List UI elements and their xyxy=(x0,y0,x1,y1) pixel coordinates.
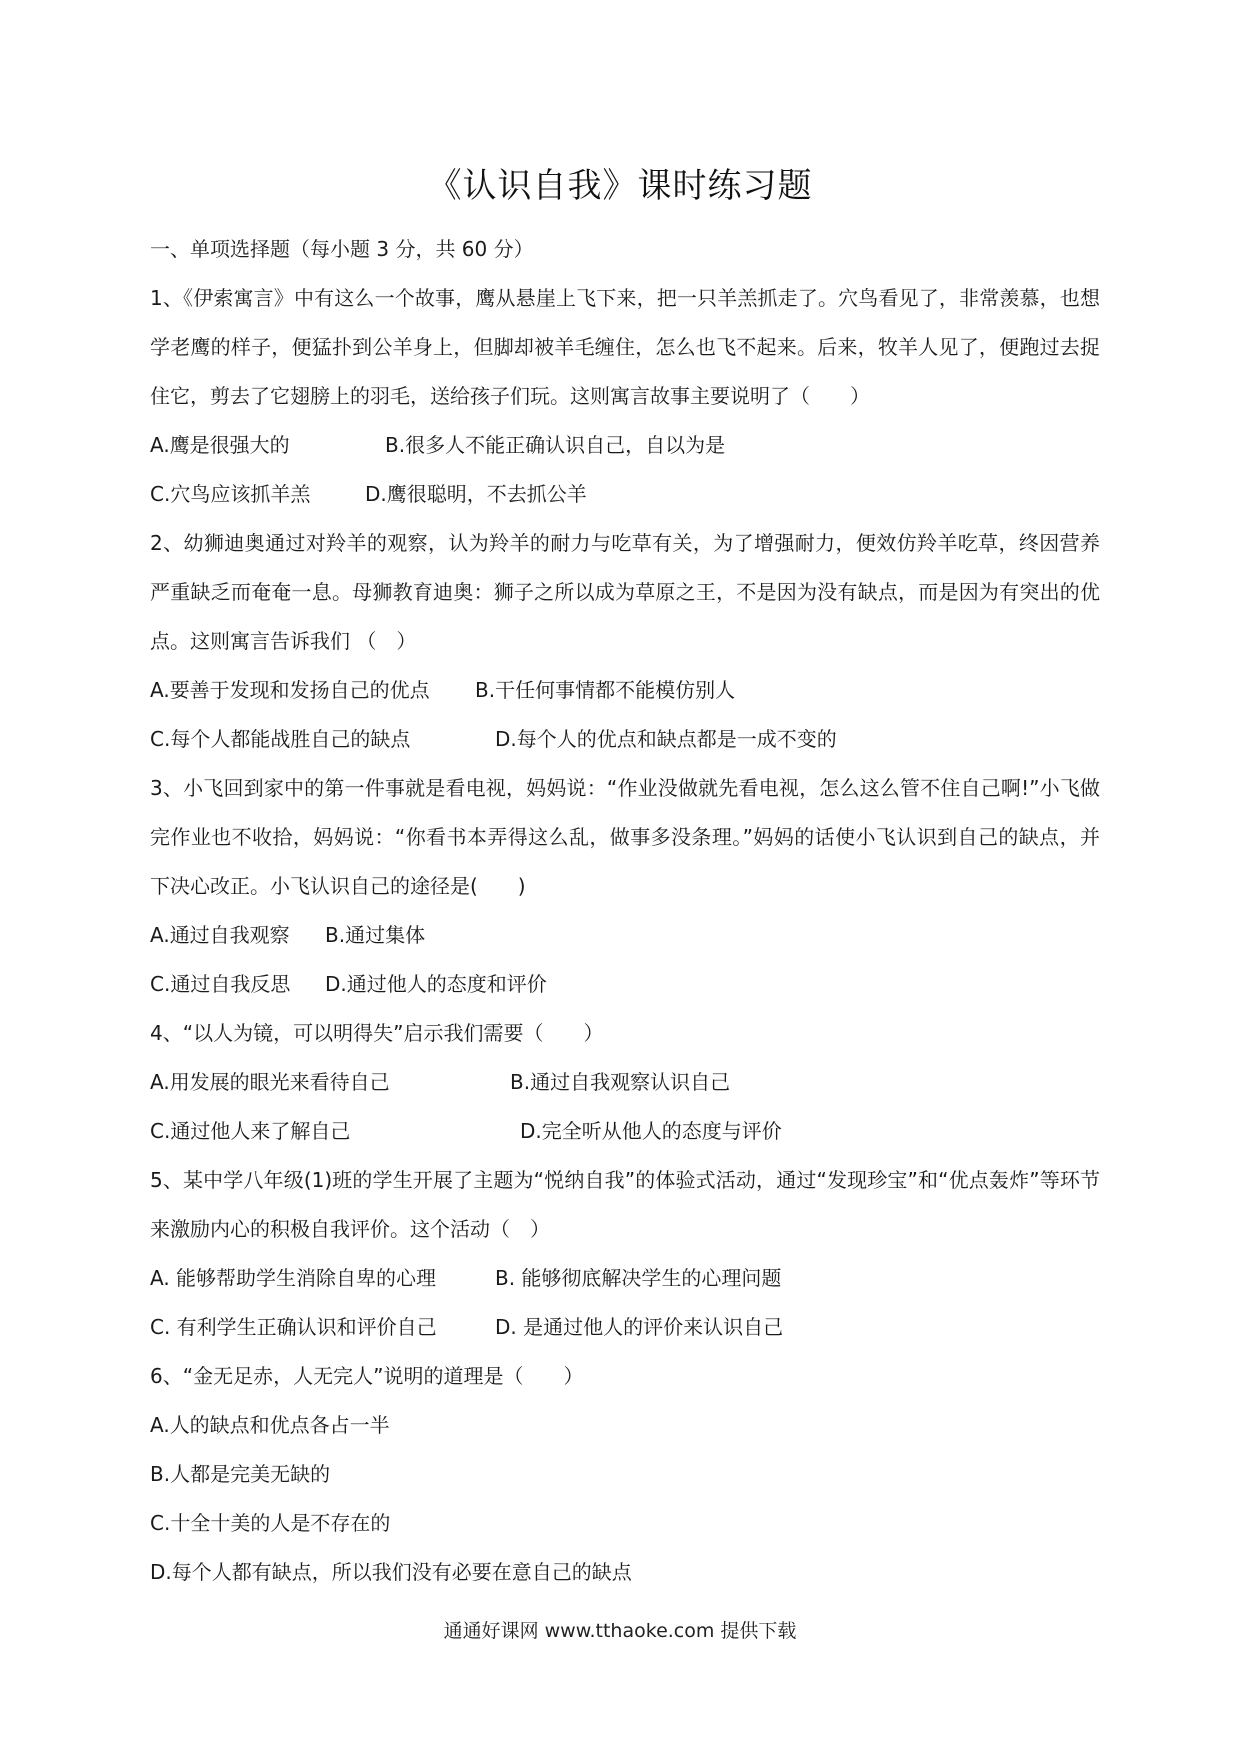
option-d: D.通过他人的态度和评价 xyxy=(325,972,547,996)
question-2-stem: 2、幼狮迪奥通过对羚羊的观察，认为羚羊的耐力与吃草有关，为了增强耐力，便效仿羚羊吃草，终因营养严重缺乏而奄奄一息。母狮教育迪奥：狮子之所以成为草原之王，不是因为没有缺点，而是因为有突出的优点。这则寓言告诉我们 （ ） xyxy=(150,531,1100,653)
option-a: A.用发展的眼光来看待自己 xyxy=(150,1070,390,1094)
question-5-stem: 5、某中学八年级(1)班的学生开展了主题为“悦纳自我”的体验式活动，通过“发现珍宝”和“优点轰炸”等环节来激励内心的积极自我评价。这个活动（ ） xyxy=(150,1168,1100,1241)
option-b: B.很多人不能正确认识自己，自以为是 xyxy=(385,433,726,457)
question-6-stem: 6、“金无足赤，人无完人”说明的道理是（ ） xyxy=(150,1364,584,1388)
question-1-options-row-2 xyxy=(150,470,1100,519)
option-b: B. 能够彻底解决学生的心理问题 xyxy=(495,1266,782,1290)
question-5-options-row-1 xyxy=(150,1254,1100,1303)
question-2-options-row-1 xyxy=(150,666,1100,715)
page-title: 《认识自我》课时练习题 xyxy=(427,166,813,206)
option-b: B.通过集体 xyxy=(325,923,426,947)
question-3-stem: 3、小飞回到家中的第一件事就是看电视，妈妈说：“作业没做就先看电视，怎么这么管不住自己啊!”小飞做完作业也不收拾，妈妈说：“你看书本弄得这么乱，做事多没条理。”妈妈的话使小飞认识到自己的缺点，并下决心改正。小飞认识自己的途径是( ) xyxy=(150,776,1100,898)
question-1-stem: 1、《伊索寓言》中有这么一个故事，鹰从悬崖上飞下来，把一只羊羔抓走了。穴鸟看见了，非常羡慕，也想学老鹰的样子，便猛扑到公羊身上，但脚却被羊毛缠住，怎么也飞不起来。后来，牧羊人见了，便跑过去捉住它，剪去了它翅膀上的羽毛，送给孩子们玩。这则寓言故事主要说明了（ ） xyxy=(150,286,1100,408)
question-2-options-row-2 xyxy=(150,715,1100,764)
question-3-options-row-1 xyxy=(150,911,1100,960)
option-a: A.人的缺点和优点各占一半 xyxy=(150,1413,390,1437)
option-d: D.完全听从他人的态度与评价 xyxy=(520,1119,782,1143)
option-d: D.鹰很聪明，不去抓公羊 xyxy=(365,482,587,506)
option-d: D.每个人都有缺点，所以我们没有必要在意自己的缺点 xyxy=(150,1560,632,1584)
option-b: B.干任何事情都不能模仿别人 xyxy=(475,678,736,702)
option-b: B.人都是完美无缺的 xyxy=(150,1462,331,1486)
option-c: C.十全十美的人是不存在的 xyxy=(150,1511,391,1535)
option-a: A.鹰是很强大的 xyxy=(150,433,290,457)
page-footer: 通通好课网 www.tthaoke.com 提供下载 xyxy=(443,1620,797,1642)
option-c: C.穴鸟应该抓羊羔 xyxy=(150,482,311,506)
option-c: C.通过自我反思 xyxy=(150,972,291,996)
question-4-stem: 4、“以人为镜，可以明得失”启示我们需要（ ） xyxy=(150,1021,604,1045)
option-d: D.每个人的优点和缺点都是一成不变的 xyxy=(495,727,837,751)
option-a: A. 能够帮助学生消除自卑的心理 xyxy=(150,1266,437,1290)
option-d: D. 是通过他人的评价来认识自己 xyxy=(495,1315,784,1339)
option-c: C.每个人都能战胜自己的缺点 xyxy=(150,727,411,751)
question-5-options-row-2 xyxy=(150,1303,1100,1352)
option-a: A.要善于发现和发扬自己的优点 xyxy=(150,678,430,702)
option-a: A.通过自我观察 xyxy=(150,923,290,947)
question-4-options-row-1 xyxy=(150,1058,1100,1107)
section-heading: 一、单项选择题（每小题 3 分，共 60 分） xyxy=(150,237,534,261)
option-c: C. 有利学生正确认识和评价自己 xyxy=(150,1315,437,1339)
question-3-options-row-2 xyxy=(150,960,1100,1009)
document-body xyxy=(150,225,1100,1597)
option-b: B.通过自我观察认识自己 xyxy=(510,1070,731,1094)
option-c: C.通过他人来了解自己 xyxy=(150,1119,351,1143)
question-1-options-row-1 xyxy=(150,421,1100,470)
question-4-options-row-2 xyxy=(150,1107,1100,1156)
